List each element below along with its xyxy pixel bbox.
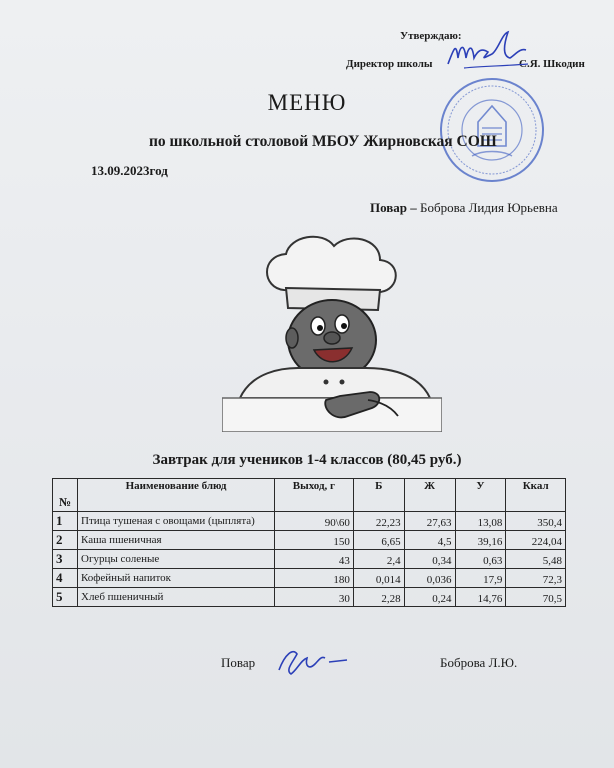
page-subtitle: по школьной столовой МБОУ Жирновская СОШ xyxy=(149,133,497,150)
dish-name: Каша пшеничная xyxy=(78,531,275,550)
footer-cook-name: Боброва Л.Ю. xyxy=(440,655,518,670)
row-number: 3 xyxy=(53,550,78,569)
table-row xyxy=(53,531,566,550)
director-name: С.Я. Шкодин xyxy=(519,58,585,70)
row-number: 2 xyxy=(53,531,78,550)
dish-fat: 0,036 xyxy=(404,569,455,588)
row-number: 4 xyxy=(53,569,78,588)
column-header: Ж xyxy=(404,479,455,512)
dish-fat: 27,63 xyxy=(404,512,455,531)
table-row xyxy=(53,550,566,569)
table-row xyxy=(53,569,566,588)
column-header: У xyxy=(455,479,506,512)
dish-weight: 150 xyxy=(275,531,354,550)
approval-label: Утверждаю: xyxy=(400,30,462,42)
table-row xyxy=(53,588,566,607)
dish-name: Кофейный напиток xyxy=(78,569,275,588)
column-header: № xyxy=(53,479,78,512)
menu-table xyxy=(52,478,566,607)
dish-protein: 0,014 xyxy=(353,569,404,588)
cook-name: Боброва Лидия Юрьевна xyxy=(420,200,558,215)
row-number: 5 xyxy=(53,588,78,607)
dish-protein: 2,4 xyxy=(353,550,404,569)
meal-heading: Завтрак для учеников 1-4 классов (80,45 руб.) xyxy=(152,452,462,468)
dish-name: Огурцы соленые xyxy=(78,550,275,569)
dish-carbs: 0,63 xyxy=(455,550,506,569)
footer-cook-label: Повар xyxy=(221,655,256,670)
dish-kcal: 72,3 xyxy=(506,569,566,588)
cook-label: Повар – xyxy=(370,200,417,215)
dish-weight: 30 xyxy=(275,588,354,607)
column-header: Б xyxy=(353,479,404,512)
cook-signature-icon xyxy=(271,640,351,680)
row-number: 1 xyxy=(53,512,78,531)
dish-fat: 0,24 xyxy=(404,588,455,607)
column-header: Выход, г xyxy=(275,479,354,512)
chef-illustration-icon xyxy=(222,232,442,432)
dish-name: Птица тушеная с овощами (цыплята) xyxy=(78,512,275,531)
dish-protein: 22,23 xyxy=(353,512,404,531)
dish-name: Хлеб пшеничный xyxy=(78,588,275,607)
dish-protein: 6,65 xyxy=(353,531,404,550)
dish-protein: 2,28 xyxy=(353,588,404,607)
cook-line xyxy=(370,200,558,216)
table-row xyxy=(53,512,566,531)
dish-kcal: 350,4 xyxy=(506,512,566,531)
dish-carbs: 14,76 xyxy=(455,588,506,607)
dish-carbs: 13,08 xyxy=(455,512,506,531)
table-header-row xyxy=(53,479,566,512)
dish-weight: 180 xyxy=(275,569,354,588)
dish-fat: 4,5 xyxy=(404,531,455,550)
dish-weight: 90\60 xyxy=(275,512,354,531)
dish-kcal: 5,48 xyxy=(506,550,566,569)
page-title: МЕНЮ xyxy=(267,90,347,115)
dish-carbs: 17,9 xyxy=(455,569,506,588)
column-header: Ккал xyxy=(506,479,566,512)
dish-carbs: 39,16 xyxy=(455,531,506,550)
director-signature-icon xyxy=(444,28,530,74)
dish-fat: 0,34 xyxy=(404,550,455,569)
menu-date: 13.09.2023год xyxy=(91,163,168,178)
director-role: Директор школы xyxy=(346,58,433,70)
dish-kcal: 70,5 xyxy=(506,588,566,607)
dish-kcal: 224,04 xyxy=(506,531,566,550)
dish-weight: 43 xyxy=(275,550,354,569)
column-header: Наименование блюд xyxy=(78,479,275,512)
